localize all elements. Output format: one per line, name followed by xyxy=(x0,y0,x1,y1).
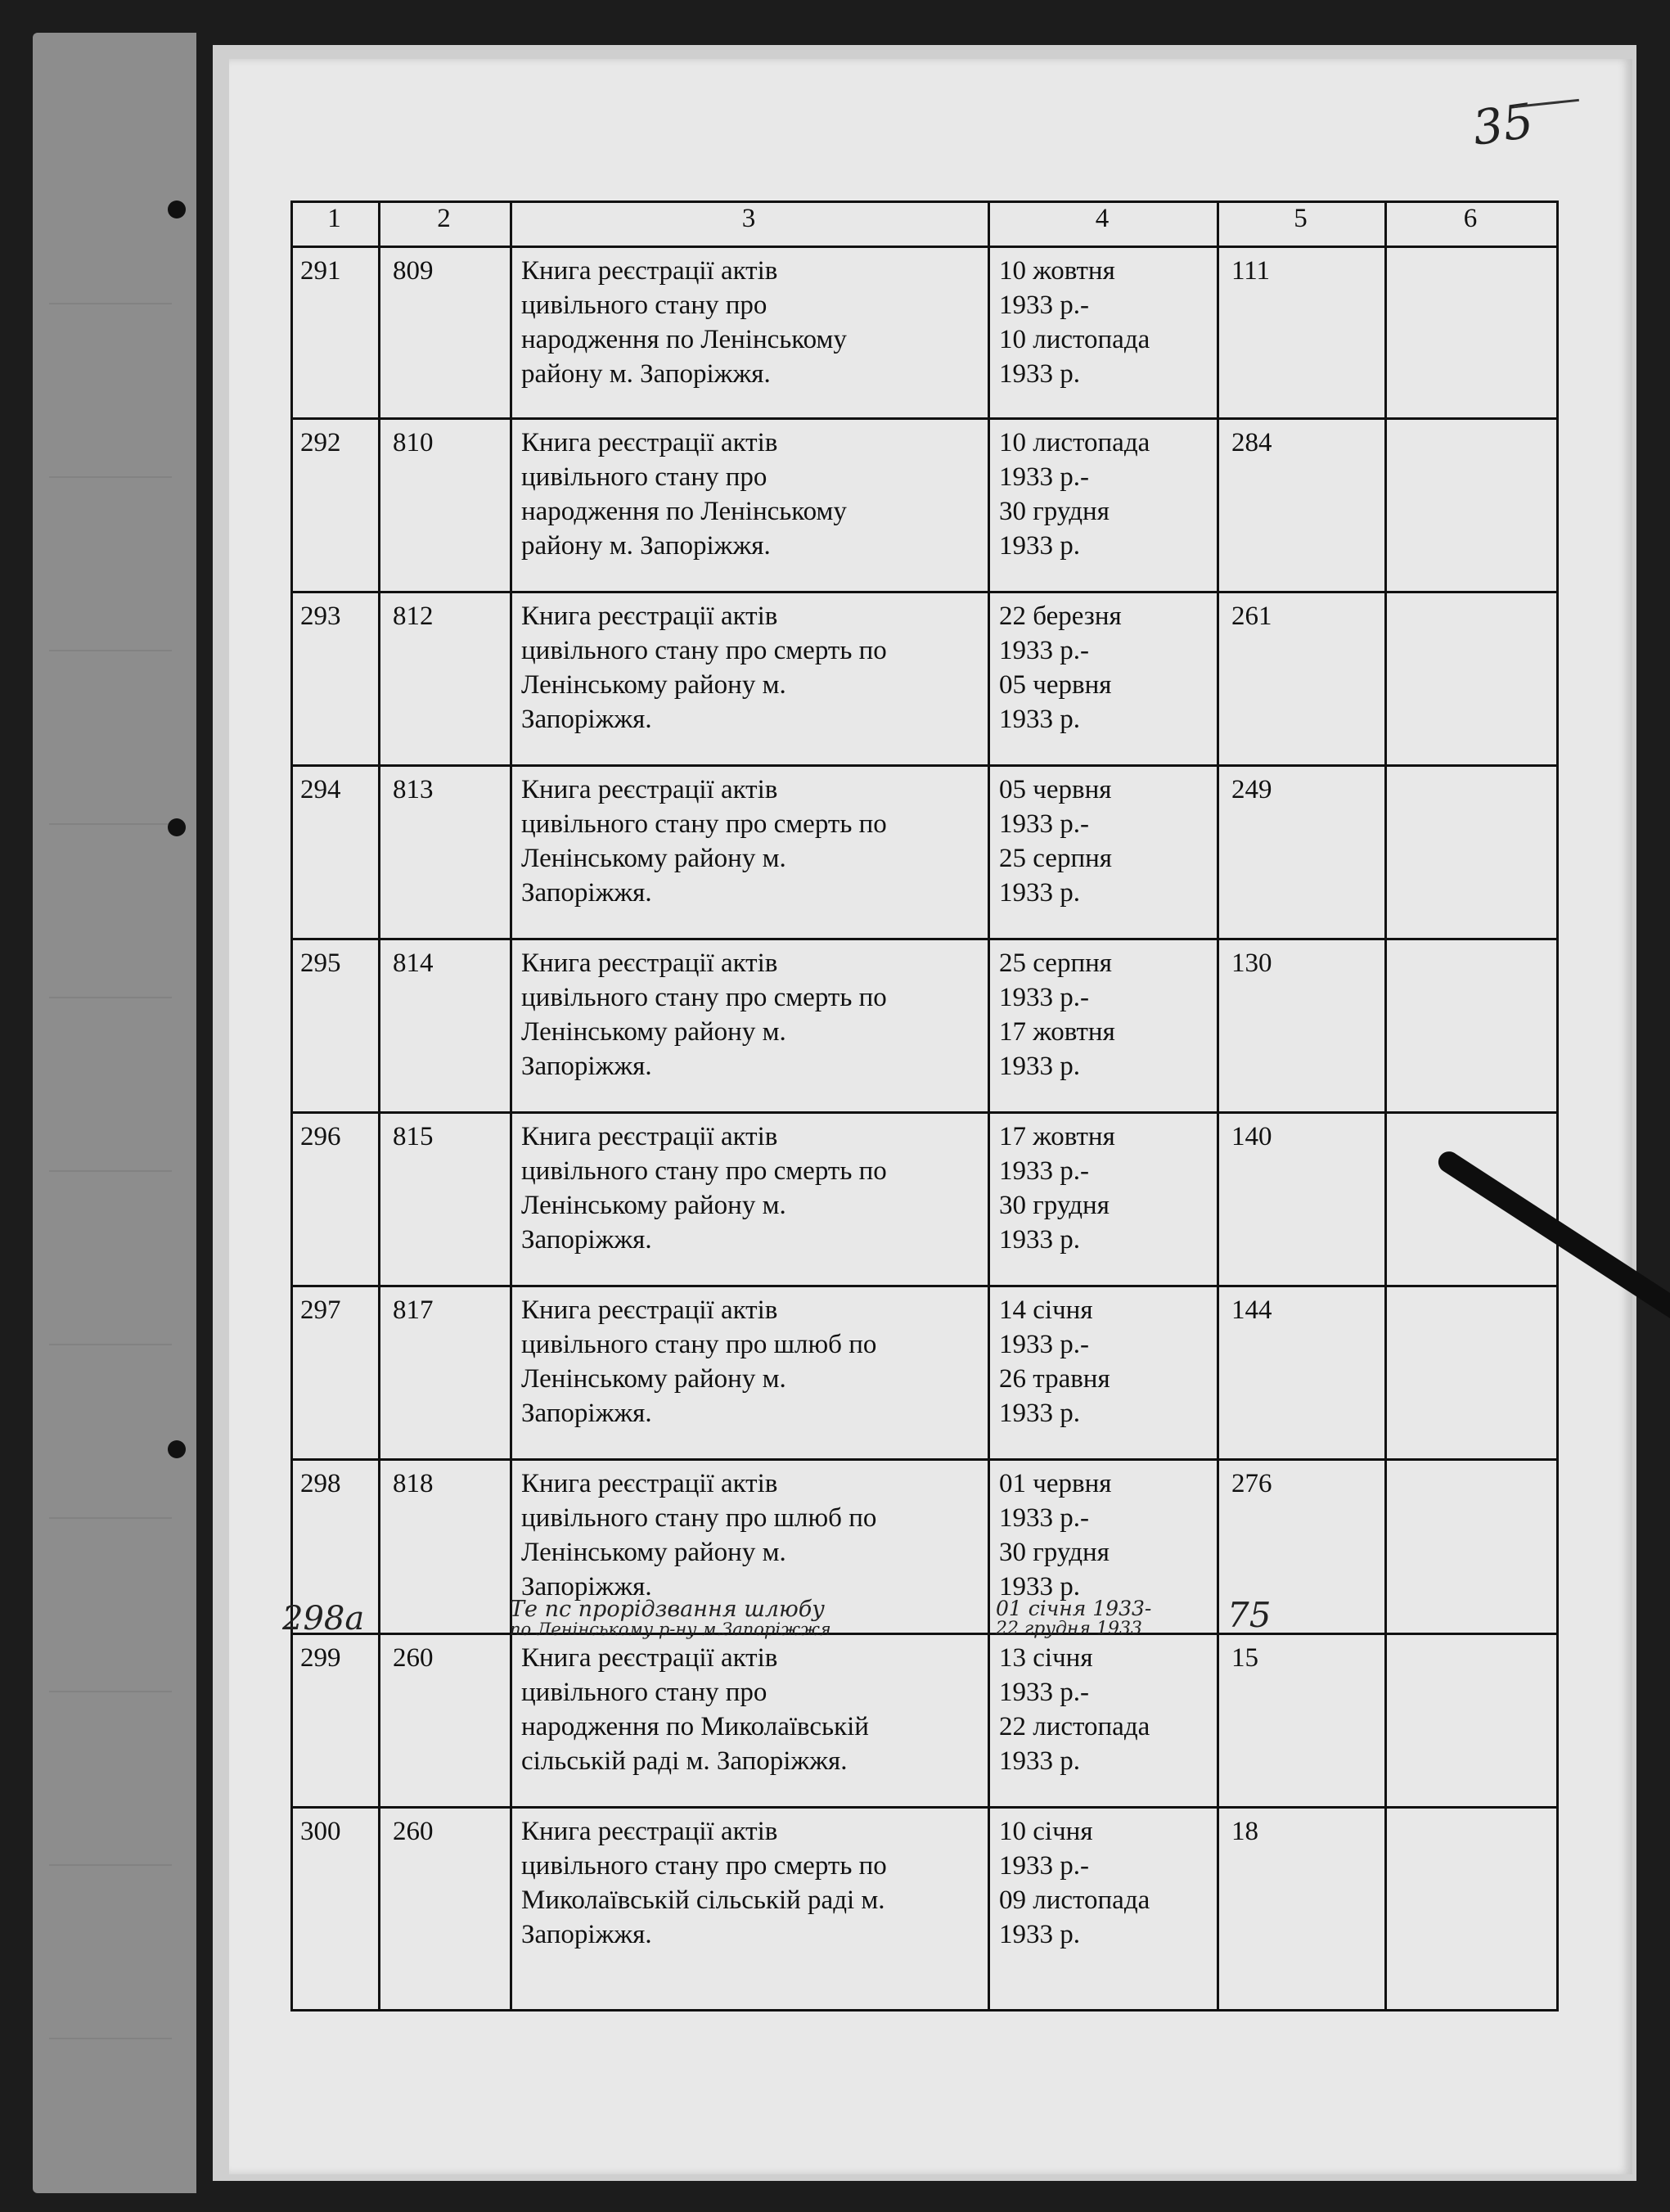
table-cell-dates: 01 червня 1933 р.- 30 грудня 1933 р. xyxy=(999,1469,1112,1602)
table-cell-no: 298 xyxy=(300,1469,341,1498)
table-cell-file: 260 xyxy=(393,1643,434,1673)
table-cell-sheets: 284 xyxy=(1231,428,1272,457)
table-cell-dates: 05 червня 1933 р.- 25 серпня 1933 р. xyxy=(999,775,1112,908)
table-cell-title: Книга реєстрації актів цивільного стану про шлюб по Ленінському району м. Запоріжжя. xyxy=(521,1295,877,1428)
table-cell-sheets: 144 xyxy=(1231,1295,1272,1325)
table-cell-no: 296 xyxy=(300,1122,341,1151)
table-cell-dates: 10 січня 1933 р.- 09 листопада 1933 р. xyxy=(999,1817,1150,1949)
table-cell-no: 299 xyxy=(300,1643,341,1673)
table-cell-title: Книга реєстрації актів цивільного стану про смерть по Миколаївській сільській раді м. Запоріжжя. xyxy=(521,1817,887,1949)
column-header: 3 xyxy=(741,204,756,233)
table-cell-sheets: 15 xyxy=(1231,1643,1258,1673)
table-rule xyxy=(290,246,1559,248)
table-cell-file: 815 xyxy=(393,1122,434,1151)
table-cell-file: 814 xyxy=(393,948,434,978)
table-cell-no: 292 xyxy=(300,428,341,457)
binder-hole xyxy=(168,818,186,836)
table-cell-dates: 25 серпня 1933 р.- 17 жовтня 1933 р. xyxy=(999,948,1115,1081)
table-cell-dates: 17 жовтня 1933 р.- 30 грудня 1933 р. xyxy=(999,1122,1115,1255)
table-cell-sheets: 249 xyxy=(1231,775,1272,804)
table-cell-dates: 13 січня 1933 р.- 22 листопада 1933 р. xyxy=(999,1643,1150,1776)
table-cell-file: 809 xyxy=(393,256,434,286)
table-cell-no: 297 xyxy=(300,1295,341,1325)
binder-hole xyxy=(168,1440,186,1458)
table-rule xyxy=(290,591,1559,593)
table-cell-dates: 22 березня 1933 р.- 05 червня 1933 р. xyxy=(999,601,1122,734)
binder-hole xyxy=(168,200,186,218)
table-cell-title: Книга реєстрації актів цивільного стану про народження по Миколаївській сільській раді м. Запоріжжя. xyxy=(521,1643,869,1776)
table-cell-title: Книга реєстрації актів цивільного стану про смерть по Ленінському району м. Запоріжжя. xyxy=(521,601,887,734)
table-cell-no: 300 xyxy=(300,1817,341,1846)
column-header: 5 xyxy=(1294,204,1308,233)
table-column-rule xyxy=(290,200,293,2012)
handwritten-dates: 22 грудня 1933 xyxy=(996,1619,1142,1639)
table-cell-no: 293 xyxy=(300,601,341,631)
table-cell-file: 818 xyxy=(393,1469,434,1498)
table-rule xyxy=(290,2009,1559,2012)
table-rule xyxy=(290,1458,1559,1461)
folio-number: 35 xyxy=(1469,92,1537,156)
handwritten-sheets: 75 xyxy=(1227,1595,1272,1635)
handwritten-title: по Ленінському р-ну м.Запоріжжя xyxy=(510,1620,831,1639)
table-cell-no: 294 xyxy=(300,775,341,804)
column-header: 6 xyxy=(1463,204,1478,233)
table-cell-title: Книга реєстрації актів цивільного стану про смерть по Ленінському району м. Запоріжжя. xyxy=(521,775,887,908)
table-cell-sheets: 276 xyxy=(1231,1469,1272,1498)
table-rule xyxy=(290,417,1559,420)
column-header: 1 xyxy=(327,204,341,233)
table-rule xyxy=(290,200,1559,203)
table-cell-title: Книга реєстрації актів цивільного стану про смерть по Ленінському району м. Запоріжжя. xyxy=(521,948,887,1081)
table-cell-title: Книга реєстрації актів цивільного стану про народження по Ленінському району м. Запоріжжя. xyxy=(521,256,847,389)
table-cell-sheets: 130 xyxy=(1231,948,1272,978)
table-cell-sheets: 140 xyxy=(1231,1122,1272,1151)
table-column-rule xyxy=(1556,200,1559,2012)
table-cell-no: 295 xyxy=(300,948,341,978)
table-column-rule xyxy=(1217,200,1219,2012)
table-cell-no: 291 xyxy=(300,256,341,286)
table-column-rule xyxy=(510,200,512,2012)
column-header: 2 xyxy=(437,204,451,233)
table-rule xyxy=(290,764,1559,767)
table-cell-title: Книга реєстрації актів цивільного стану про шлюб по Ленінському району м. Запоріжжя. xyxy=(521,1469,877,1602)
table-cell-title: Книга реєстрації актів цивільного стану про народження по Ленінському району м. Запоріжжя. xyxy=(521,428,847,561)
table-cell-sheets: 111 xyxy=(1231,256,1271,286)
table-cell-dates: 10 листопада 1933 р.- 30 грудня 1933 р. xyxy=(999,428,1150,561)
table-cell-file: 812 xyxy=(393,601,434,631)
table-cell-sheets: 261 xyxy=(1231,601,1272,631)
table-cell-dates: 10 жовтня 1933 р.- 10 листопада 1933 р. xyxy=(999,256,1150,389)
column-header: 4 xyxy=(1095,204,1110,233)
table-column-rule xyxy=(988,200,990,2012)
table-cell-file: 260 xyxy=(393,1817,434,1846)
underlying-page xyxy=(33,33,196,2193)
table-cell-dates: 14 січня 1933 р.- 26 травня 1933 р. xyxy=(999,1295,1110,1428)
table-rule xyxy=(290,1111,1559,1114)
table-rule xyxy=(290,1806,1559,1809)
table-cell-title: Книга реєстрації актів цивільного стану про смерть по Ленінському району м. Запоріжжя. xyxy=(521,1122,887,1255)
table-column-rule xyxy=(378,200,380,2012)
table-column-rule xyxy=(1384,200,1387,2012)
table-rule xyxy=(290,1633,1559,1635)
table-rule xyxy=(290,938,1559,940)
inventory-table xyxy=(282,200,1559,2012)
handwritten-number: 298а xyxy=(282,1600,365,1638)
table-cell-sheets: 18 xyxy=(1231,1817,1258,1846)
table-cell-file: 817 xyxy=(393,1295,434,1325)
table-cell-file: 813 xyxy=(393,775,434,804)
handwritten-dates: 01 січня 1933- xyxy=(996,1597,1152,1620)
handwritten-title: Те пс прорідзвання шлюбу xyxy=(510,1597,825,1622)
table-rule xyxy=(290,1285,1559,1287)
table-cell-file: 810 xyxy=(393,428,434,457)
